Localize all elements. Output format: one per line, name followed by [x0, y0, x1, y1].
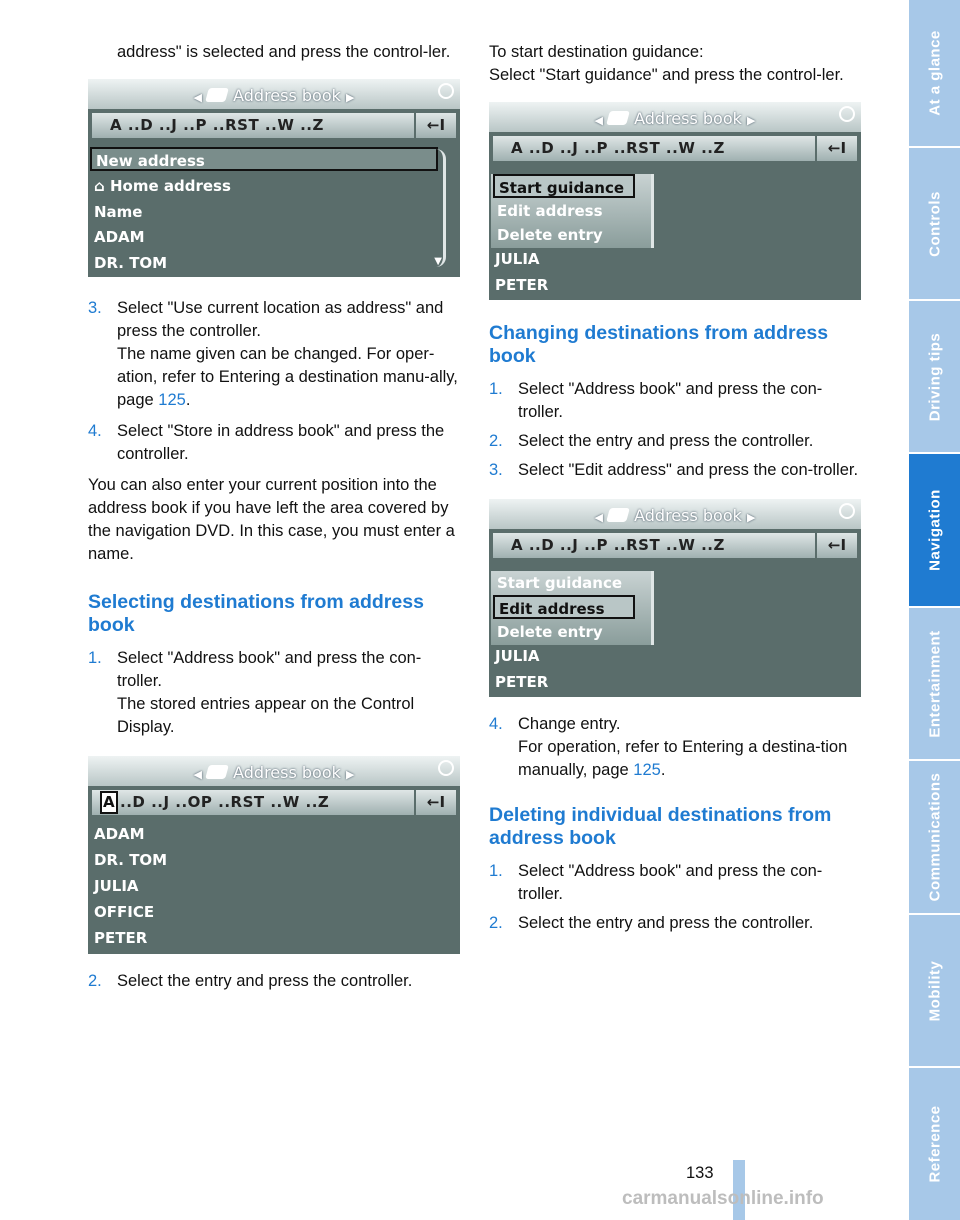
list-item[interactable]: New address: [90, 147, 438, 171]
menu-item-delete-entry[interactable]: Delete entry: [497, 623, 603, 641]
section-heading: Selecting destinations from address book: [88, 591, 424, 636]
list-item[interactable]: JULIA: [495, 647, 540, 665]
list-item[interactable]: ADAM: [94, 825, 145, 843]
intro-line: To start destination guidance:: [489, 43, 704, 61]
menu-item-delete-entry[interactable]: Delete entry: [497, 226, 603, 244]
address-book-icon: [606, 508, 630, 522]
tab-communications[interactable]: Communications: [909, 761, 960, 915]
step-3: 3. Select "Use current location as address" and press the controller. The name given can be changed. For oper-ation, refer to Entering a destination manu-ally, page 125.: [88, 299, 458, 409]
context-menu: [491, 571, 654, 645]
chapter-tabs: [909, 0, 960, 1220]
back-button[interactable]: ←I: [416, 790, 456, 815]
body-paragraph: You can also enter your current position into the address book if you have left the area covered by the navigation DVD. In this case, you must enter a name.: [88, 476, 455, 563]
address-book-icon: [205, 765, 229, 779]
list-item[interactable]: DR. TOM: [94, 254, 168, 272]
screenshot-address-list: [88, 756, 460, 954]
section-heading: Changing destinations from address book: [489, 322, 829, 367]
step-1: 1. Select "Address book" and press the con-troller. The stored entries appear on the Control Display.: [88, 649, 422, 736]
alphabet-bar[interactable]: A ..D ..J ..P ..RST ..W ..Z: [493, 533, 815, 558]
list-item[interactable]: ADAM: [94, 228, 145, 246]
address-book-icon: [205, 88, 229, 102]
screenshot-new-address: [88, 79, 460, 277]
back-button[interactable]: ←I: [817, 136, 857, 161]
step-2: 2. Select the entry and press the controller.: [489, 432, 814, 450]
step-3: 3. Select "Edit address" and press the con-troller.: [489, 461, 859, 479]
step-2: 2. Select the entry and press the controller.: [489, 914, 814, 932]
back-button[interactable]: ←I: [416, 113, 456, 138]
screen-title: ◀ Address book ▶: [594, 506, 756, 525]
right-column: [489, 0, 861, 935]
menu-item-edit-address[interactable]: Edit address: [493, 595, 635, 619]
screen-title: ◀ Address book ▶: [594, 109, 756, 128]
back-button[interactable]: ←I: [817, 533, 857, 558]
step-1: 1. Select "Address book" and press the con-troller.: [489, 380, 823, 421]
context-menu: [491, 174, 654, 248]
list-item[interactable]: DR. TOM: [94, 851, 168, 869]
alphabet-bar[interactable]: A ..D ..J ..P ..RST ..W ..Z: [493, 136, 815, 161]
tab-reference[interactable]: Reference: [926, 1105, 943, 1183]
address-book-icon: [606, 111, 630, 125]
left-column: [88, 0, 460, 993]
controller-icon: [438, 760, 454, 776]
screen-title: ◀ Address book ▶: [193, 763, 355, 782]
step-1: 1. Select "Address book" and press the con-troller.: [489, 862, 823, 903]
page-number: 133: [686, 1164, 714, 1182]
list-item[interactable]: PETER: [495, 276, 549, 294]
step-4: 4. Change entry. For operation, refer to Entering a destina-tion manually, page 125.: [489, 715, 848, 779]
tab-controls[interactable]: Controls: [909, 148, 960, 301]
list-item[interactable]: ⌂ Home address: [94, 177, 231, 195]
step-2: 2. Select the entry and press the controller.: [88, 972, 413, 990]
screenshot-start-guidance: [489, 102, 861, 300]
list-item[interactable]: JULIA: [94, 877, 139, 895]
list-item[interactable]: Name: [94, 203, 143, 221]
screen-title: ◀ Address book ▶: [193, 86, 355, 105]
list-item[interactable]: PETER: [94, 929, 148, 947]
step-4: 4. Select "Store in address book" and press the controller.: [88, 422, 445, 463]
tab-at-a-glance[interactable]: At a glance: [909, 0, 960, 148]
scroll-down-icon: ▼: [434, 256, 442, 267]
page-link[interactable]: 125: [633, 761, 661, 779]
page-link[interactable]: 125: [158, 391, 186, 409]
controller-icon: [438, 83, 454, 99]
tab-navigation[interactable]: Navigation: [909, 454, 960, 608]
controller-icon: [839, 106, 855, 122]
selected-letter[interactable]: A: [100, 791, 118, 814]
tab-mobility[interactable]: Mobility: [909, 915, 960, 1068]
intro-line: address" is selected and press the control-ler.: [117, 43, 451, 61]
list-item[interactable]: PETER: [495, 673, 549, 691]
menu-item-start-guidance[interactable]: Start guidance: [493, 174, 635, 198]
controller-icon: [839, 503, 855, 519]
menu-item-edit-address[interactable]: Edit address: [497, 202, 603, 220]
alphabet-bar[interactable]: A ..D ..J ..OP ..RST ..W ..Z: [92, 790, 414, 815]
screenshot-edit-address: [489, 499, 861, 697]
list-item[interactable]: JULIA: [495, 250, 540, 268]
menu-item-start-guidance[interactable]: Start guidance: [497, 574, 623, 592]
intro-line: Select "Start guidance" and press the control-ler.: [489, 66, 844, 84]
alphabet-bar[interactable]: A ..D ..J ..P ..RST ..W ..Z: [92, 113, 414, 138]
watermark: carmanualsonline.info: [622, 1188, 824, 1209]
tab-entertainment[interactable]: Entertainment: [909, 608, 960, 761]
section-heading: Deleting individual destinations from address book: [489, 804, 832, 849]
tab-driving-tips[interactable]: Driving tips: [909, 301, 960, 454]
list-item[interactable]: OFFICE: [94, 903, 155, 921]
